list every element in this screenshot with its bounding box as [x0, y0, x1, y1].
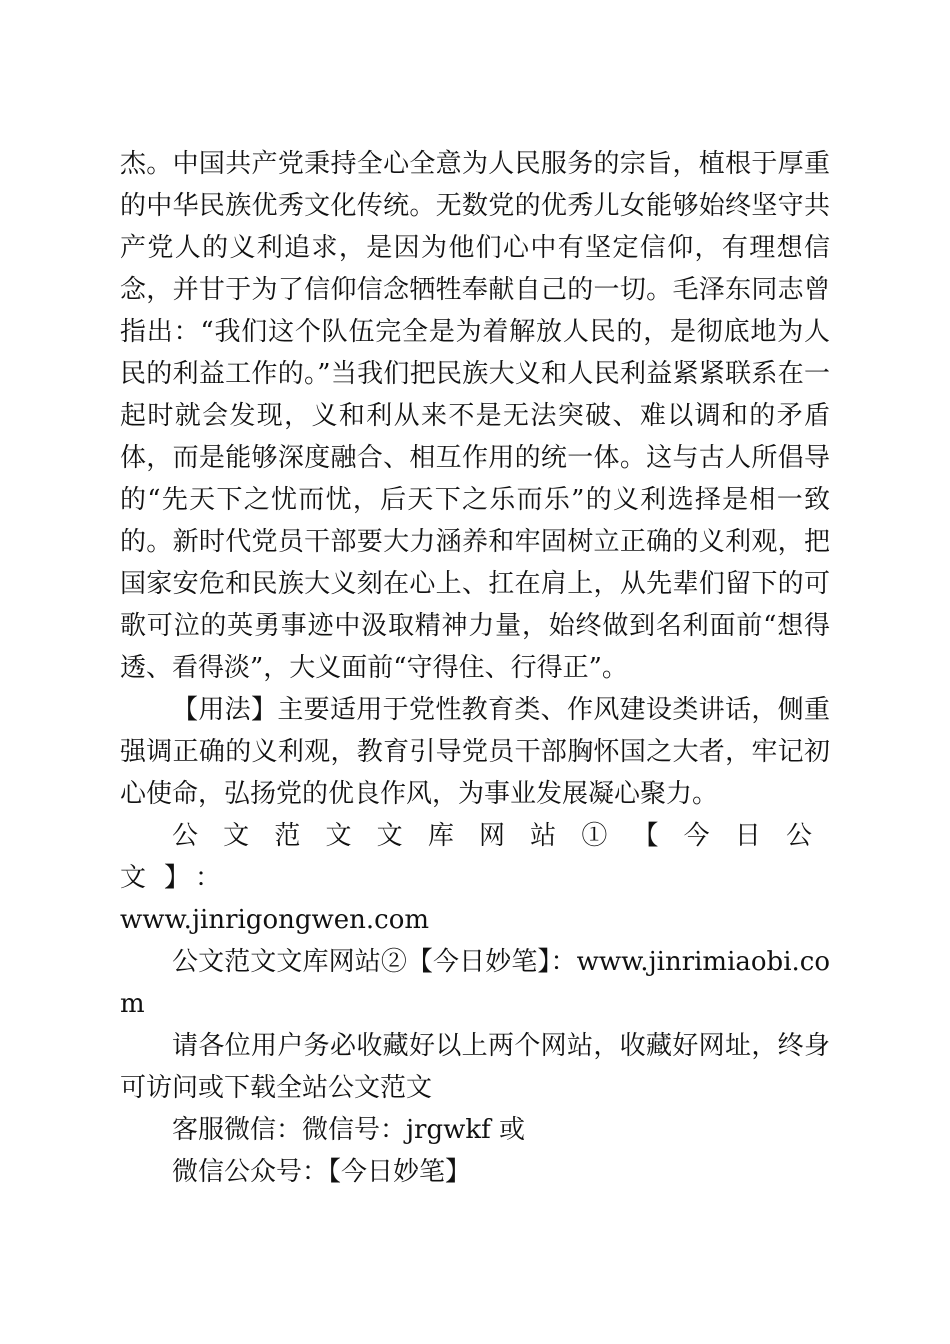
site2-line: 公文范文文库网站②【今日妙笔】：www.jinrimiaobi.com	[120, 947, 830, 1019]
main-paragraph: 杰。中国共产党秉持全心全意为人民服务的宗旨，植根于厚重的中华民族优秀文化传统。无数党的优秀儿女能够始终坚守共产党人的义利追求，是因为他们心中有坚定信仰，有理想信念，并甘于为了信仰信念牺牲奉献自己的一切。毛泽东同志曾指出：“我们这个队伍完全是为着解放人民的，是彻底地为人民的利益工作的。”当我们把民族大义和人民利益紧紧联系在一起时就会发现，义和利从来不是无法突破、难以调和的矛盾体，而是能够深度融合、相互作用的统一体。这与古人所倡导的“先天下之忧而忧，后天下之乐而乐”的义利选择是相一致的。新时代党员干部要大力涵养和牢固树立正确的义利观，把国家安危和民族大义刻在心上、扛在肩上，从先辈们留下的可歌可泣的英勇事迹中汲取精神力量，始终做到名利面前“想得透、看得淡”，大义面前“守得住、行得正”。	[120, 149, 830, 683]
usage-paragraph: 【用法】主要适用于党性教育类、作风建设类讲话，侧重强调正确的义利观，教育引导党员干部胸怀国之大者，牢记初心使命，弘扬党的优良作风，为事业发展凝心聚力。	[120, 695, 830, 809]
official-account-line: 微信公众号：【今日妙笔】	[172, 1157, 472, 1187]
site1-url-line	[120, 899, 830, 941]
notice-paragraph: 请各位用户务必收藏好以上两个网站，收藏好网址，终身可访问或下载全站公文范文	[120, 1031, 830, 1103]
site1-paragraph	[120, 815, 830, 899]
site1-url: www.jinrigongwen.com	[120, 905, 430, 935]
service-wechat-line: 客服微信：微信号：jrgwkf 或	[172, 1115, 526, 1145]
site1-label: 公文范文文库网站①【今日公文】：	[120, 821, 830, 893]
document-body	[120, 143, 830, 1193]
